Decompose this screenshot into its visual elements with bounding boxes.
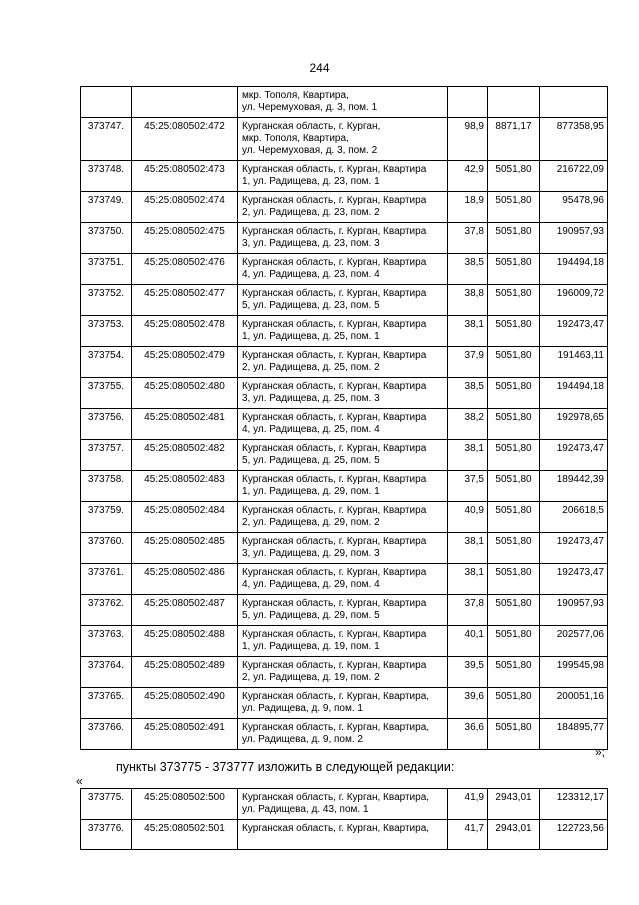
address-cell: Курганская область, г. Курган, Квартира 5, ул. Радищева, д. 23, пом. 5 (238, 285, 448, 316)
cadastral-number: 45:25:080502:500 (132, 789, 238, 820)
row-number: 373757. (81, 440, 132, 471)
cadastral-number: 45:25:080502:473 (132, 161, 238, 192)
total-cell: 190957,93 (540, 595, 608, 626)
area-cell: 39,5 (448, 657, 488, 688)
row-number: 373748. (81, 161, 132, 192)
cadastral-number: 45:25:080502:487 (132, 595, 238, 626)
area-cell: 38,1 (448, 564, 488, 595)
table-row (81, 564, 608, 595)
area-cell: 39,6 (448, 688, 488, 719)
row-number: 373756. (81, 409, 132, 440)
row-number: 373775. (81, 789, 132, 820)
table-row (81, 502, 608, 533)
area-cell: 38,2 (448, 409, 488, 440)
address-cell: Курганская область, г. Курган, Квартира 1, ул. Радищева, д. 19, пом. 1 (238, 626, 448, 657)
table-row (81, 719, 608, 750)
total-cell: 216722,09 (540, 161, 608, 192)
address-cell: Курганская область, г. Курган, Квартира 3, ул. Радищева, д. 29, пом. 3 (238, 533, 448, 564)
cadastral-number: 45:25:080502:489 (132, 657, 238, 688)
address-cell: Курганская область, г. Курган, Квартира, ул. Радищева, д. 9, пом. 1 (238, 688, 448, 719)
total-cell: 199545,98 (540, 657, 608, 688)
area-cell: 38,5 (448, 378, 488, 409)
address-cell: Курганская область, г. Курган, Квартира 3, ул. Радищева, д. 25, пом. 3 (238, 378, 448, 409)
total-cell: 184895,77 (540, 719, 608, 750)
area-cell: 37,8 (448, 223, 488, 254)
address-cell: мкр. Тополя, Квартира, ул. Черемуховая, д. 3, пом. 1 (238, 87, 448, 118)
row-number: 373766. (81, 719, 132, 750)
area-cell: 42,9 (448, 161, 488, 192)
area-cell: 37,9 (448, 347, 488, 378)
address-cell: Курганская область, г. Курган, Квартира, ул. Радищева, д. 43, пом. 1 (238, 789, 448, 820)
address-cell: Курганская область, г. Курган, мкр. Тополя, Квартира, ул. Черемуховая, д. 3, пом. 2 (238, 118, 448, 161)
area-cell: 38,1 (448, 440, 488, 471)
cadastral-number: 45:25:080502:482 (132, 440, 238, 471)
price-cell: 5051,80 (488, 564, 540, 595)
cadastral-number: 45:25:080502:476 (132, 254, 238, 285)
property-table-amended (80, 788, 608, 850)
cadastral-number: 45:25:080502:478 (132, 316, 238, 347)
table-row (81, 285, 608, 316)
area-cell: 37,8 (448, 595, 488, 626)
row-number: 373749. (81, 192, 132, 223)
cadastral-number: 45:25:080502:491 (132, 719, 238, 750)
row-number (81, 87, 132, 118)
row-number: 373752. (81, 285, 132, 316)
cadastral-number: 45:25:080502:486 (132, 564, 238, 595)
row-number: 373754. (81, 347, 132, 378)
price-cell: 5051,80 (488, 347, 540, 378)
total-cell: 190957,93 (540, 223, 608, 254)
area-cell: 38,5 (448, 254, 488, 285)
row-number: 373747. (81, 118, 132, 161)
cadastral-number: 45:25:080502:501 (132, 820, 238, 850)
cadastral-number: 45:25:080502:488 (132, 626, 238, 657)
table-row (81, 595, 608, 626)
total-cell: 192473,47 (540, 533, 608, 564)
total-cell: 194494,18 (540, 378, 608, 409)
address-cell: Курганская область, г. Курган, Квартира 2, ул. Радищева, д. 23, пом. 2 (238, 192, 448, 223)
address-cell: Курганская область, г. Курган, Квартира, (238, 820, 448, 850)
address-cell: Курганская область, г. Курган, Квартира 4, ул. Радищева, д. 25, пом. 4 (238, 409, 448, 440)
cadastral-number: 45:25:080502:484 (132, 502, 238, 533)
row-number: 373753. (81, 316, 132, 347)
address-cell: Курганская область, г. Курган, Квартира 4, ул. Радищева, д. 23, пом. 4 (238, 254, 448, 285)
row-number: 373765. (81, 688, 132, 719)
total-cell: 122723,56 (540, 820, 608, 850)
cadastral-number: 45:25:080502:474 (132, 192, 238, 223)
price-cell: 5051,80 (488, 161, 540, 192)
cadastral-number: 45:25:080502:481 (132, 409, 238, 440)
table-row (81, 347, 608, 378)
row-number: 373759. (81, 502, 132, 533)
total-cell: 191463,11 (540, 347, 608, 378)
row-number: 373763. (81, 626, 132, 657)
area-cell: 41,9 (448, 789, 488, 820)
total-cell: 196009,72 (540, 285, 608, 316)
price-cell: 5051,80 (488, 285, 540, 316)
cadastral-number: 45:25:080502:472 (132, 118, 238, 161)
price-cell: 5051,80 (488, 254, 540, 285)
address-cell: Курганская область, г. Курган, Квартира, ул. Радищева, д. 9, пом. 2 (238, 719, 448, 750)
row-number: 373755. (81, 378, 132, 409)
row-number: 373762. (81, 595, 132, 626)
row-number: 373751. (81, 254, 132, 285)
opening-quote: « (76, 774, 83, 788)
area-cell: 36,6 (448, 719, 488, 750)
price-cell: 5051,80 (488, 378, 540, 409)
table-row (81, 316, 608, 347)
table-row (81, 161, 608, 192)
address-cell: Курганская область, г. Курган, Квартира 3, ул. Радищева, д. 23, пом. 3 (238, 223, 448, 254)
price-cell: 5051,80 (488, 595, 540, 626)
table-row (81, 409, 608, 440)
total-cell: 192473,47 (540, 440, 608, 471)
table-row (81, 657, 608, 688)
total-cell: 192978,65 (540, 409, 608, 440)
property-table-body (81, 87, 608, 750)
row-number: 373760. (81, 533, 132, 564)
address-cell: Курганская область, г. Курган, Квартира 1, ул. Радищева, д. 23, пом. 1 (238, 161, 448, 192)
price-cell: 2943,01 (488, 789, 540, 820)
price-cell: 5051,80 (488, 409, 540, 440)
table-row (81, 254, 608, 285)
price-cell: 5051,80 (488, 688, 540, 719)
cadastral-number: 45:25:080502:479 (132, 347, 238, 378)
area-cell: 41,7 (448, 820, 488, 850)
table-row (81, 223, 608, 254)
table-row (81, 471, 608, 502)
table-row (81, 820, 608, 850)
cadastral-number (132, 87, 238, 118)
table-row (81, 378, 608, 409)
row-number: 373750. (81, 223, 132, 254)
property-table (80, 86, 608, 750)
area-cell: 38,1 (448, 316, 488, 347)
address-cell: Курганская область, г. Курган, Квартира 2, ул. Радищева, д. 19, пом. 2 (238, 657, 448, 688)
total-cell: 202577,06 (540, 626, 608, 657)
cadastral-number: 45:25:080502:490 (132, 688, 238, 719)
table-row (81, 688, 608, 719)
table-row (81, 533, 608, 564)
cadastral-number: 45:25:080502:477 (132, 285, 238, 316)
cadastral-number: 45:25:080502:475 (132, 223, 238, 254)
cadastral-number: 45:25:080502:483 (132, 471, 238, 502)
total-cell: 200051,16 (540, 688, 608, 719)
table-row (81, 626, 608, 657)
price-cell: 5051,80 (488, 719, 540, 750)
price-cell: 5051,80 (488, 533, 540, 564)
area-cell: 98,9 (448, 118, 488, 161)
row-number: 373758. (81, 471, 132, 502)
total-cell: 189442,39 (540, 471, 608, 502)
area-cell: 40,1 (448, 626, 488, 657)
area-cell: 18,9 (448, 192, 488, 223)
price-cell: 5051,80 (488, 502, 540, 533)
price-cell: 5051,80 (488, 192, 540, 223)
total-cell: 877358,95 (540, 118, 608, 161)
instruction-text: пункты 373775 - 373777 изложить в следующей редакции: (116, 760, 455, 774)
total-cell (540, 87, 608, 118)
price-cell: 5051,80 (488, 223, 540, 254)
price-cell: 2943,01 (488, 820, 540, 850)
address-cell: Курганская область, г. Курган, Квартира 1, ул. Радищева, д. 29, пом. 1 (238, 471, 448, 502)
total-cell: 194494,18 (540, 254, 608, 285)
address-cell: Курганская область, г. Курган, Квартира 2, ул. Радищева, д. 25, пом. 2 (238, 347, 448, 378)
cadastral-number: 45:25:080502:480 (132, 378, 238, 409)
property-table-amended-body (81, 789, 608, 850)
price-cell: 5051,80 (488, 471, 540, 502)
price-cell: 5051,80 (488, 316, 540, 347)
row-number: 373776. (81, 820, 132, 850)
area-cell (448, 87, 488, 118)
table-row-continuation (81, 87, 608, 118)
total-cell: 123312,17 (540, 789, 608, 820)
page-number: 244 (309, 61, 330, 75)
area-cell: 40,9 (448, 502, 488, 533)
address-cell: Курганская область, г. Курган, Квартира 5, ул. Радищева, д. 25, пом. 5 (238, 440, 448, 471)
area-cell: 38,8 (448, 285, 488, 316)
price-cell: 5051,80 (488, 657, 540, 688)
price-cell (488, 87, 540, 118)
closing-quote: »; (595, 745, 606, 759)
address-cell: Курганская область, г. Курган, Квартира 2, ул. Радищева, д. 29, пом. 2 (238, 502, 448, 533)
cadastral-number: 45:25:080502:485 (132, 533, 238, 564)
price-cell: 5051,80 (488, 440, 540, 471)
area-cell: 37,5 (448, 471, 488, 502)
row-number: 373764. (81, 657, 132, 688)
address-cell: Курганская область, г. Курган, Квартира 1, ул. Радищева, д. 25, пом. 1 (238, 316, 448, 347)
table-row (81, 192, 608, 223)
table-row (81, 440, 608, 471)
price-cell: 5051,80 (488, 626, 540, 657)
total-cell: 206618,5 (540, 502, 608, 533)
row-number: 373761. (81, 564, 132, 595)
total-cell: 95478,96 (540, 192, 608, 223)
area-cell: 38,1 (448, 533, 488, 564)
table-row (81, 789, 608, 820)
price-cell: 8871,17 (488, 118, 540, 161)
total-cell: 192473,47 (540, 316, 608, 347)
total-cell: 192473,47 (540, 564, 608, 595)
table-row (81, 118, 608, 161)
address-cell: Курганская область, г. Курган, Квартира 4, ул. Радищева, д. 29, пом. 4 (238, 564, 448, 595)
address-cell: Курганская область, г. Курган, Квартира 5, ул. Радищева, д. 29, пом. 5 (238, 595, 448, 626)
